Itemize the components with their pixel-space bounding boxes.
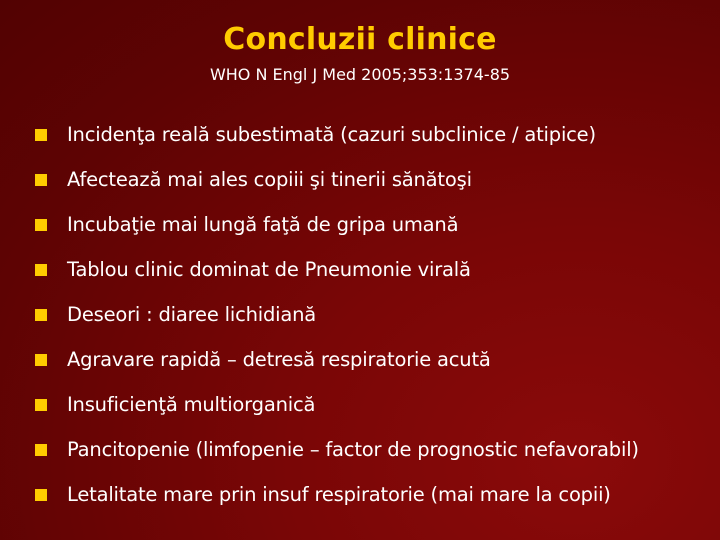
bullet-text: Letalitate mare prin insuf respiratorie (mai mare la copii): [67, 483, 611, 506]
bullet-item: [35, 382, 715, 427]
square-bullet-icon: [35, 399, 47, 411]
square-bullet-icon: [35, 174, 47, 186]
square-bullet-icon: [35, 489, 47, 501]
bullet-text: Agravare rapidă – detresă respiratorie acută: [67, 348, 491, 371]
square-bullet-icon: [35, 264, 47, 276]
bullet-item: [35, 202, 715, 247]
bullet-text: Insuficienţă multiorganică: [67, 393, 316, 416]
bullet-list: [35, 112, 715, 517]
bullet-item: [35, 292, 715, 337]
bullet-text: Incidenţa reală subestimată (cazuri subclinice / atipice): [67, 123, 596, 146]
square-bullet-icon: [35, 219, 47, 231]
bullet-item: [35, 247, 715, 292]
bullet-text: Deseori : diaree lichidiană: [67, 303, 317, 326]
bullet-text: Tablou clinic dominat de Pneumonie virală: [67, 258, 471, 281]
bullet-item: [35, 472, 715, 517]
square-bullet-icon: [35, 309, 47, 321]
bullet-item: [35, 337, 715, 382]
bullet-item: [35, 112, 715, 157]
bullet-item: [35, 157, 715, 202]
bullet-item: [35, 427, 715, 472]
square-bullet-icon: [35, 444, 47, 456]
square-bullet-icon: [35, 354, 47, 366]
bullet-text: Pancitopenie (limfopenie – factor de prognostic nefavorabil): [67, 438, 639, 461]
bullet-text: Incubaţie mai lungă faţă de gripa umană: [67, 213, 459, 236]
slide-title: Concluzii clinice: [223, 22, 497, 57]
square-bullet-icon: [35, 129, 47, 141]
slide-subtitle-reference: WHO N Engl J Med 2005;353:1374-85: [209, 65, 511, 84]
bullet-text: Afectează mai ales copiii şi tinerii sănătoşi: [67, 168, 472, 191]
